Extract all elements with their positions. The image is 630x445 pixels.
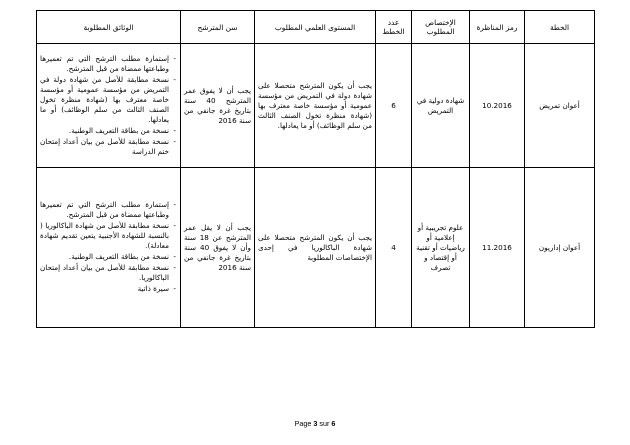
cell-count: 6 xyxy=(376,44,412,168)
cell-documents xyxy=(37,44,181,168)
header-education-level: المستوى العلمي المطلوب xyxy=(255,11,376,44)
cell-count: 4 xyxy=(376,168,412,328)
cell-plan: أعوان إداريون xyxy=(525,168,595,328)
list-item: - نسخة من بطاقة التعريف الوطنية. xyxy=(40,126,169,136)
header-age: سن المترشح xyxy=(181,11,255,44)
cell-documents xyxy=(37,168,181,328)
header-plan-count: عدد الخطط xyxy=(376,11,412,44)
header-documents: الوثائق المطلوبة xyxy=(37,11,181,44)
table-row xyxy=(37,44,595,168)
cell-code: 10.2016 xyxy=(470,44,525,168)
list-item: - نسخة مطابقة للأصل من شهادة دولة في التمريض من مؤسسة عمومية أو مؤسسة خاصة معترف بها (شهادة منظرة تخول الصنف الثالث من سلم الوظائف) أو ما يعادلها. xyxy=(40,75,169,125)
footer-page-label: Page xyxy=(294,419,314,428)
cell-specialization: علوم تجريبية أو إعلامية أو رياضيات أو تقنية أو إقتصاد و تصرف xyxy=(412,168,470,328)
cell-education: يجب أن يكون المترشح متحصلا على شهادة دولة في التمريض من مؤسسة عمومية أو مؤسسة خاصة معترف بها (شهادة منظرة تخول الصنف الثالث من سلم الوظائف) أو ما يعادلها. xyxy=(255,44,376,168)
list-item: - إستمارة مطلب الترشح التي تم تعميرها وطباعتها ممضاة من قبل المترشح. xyxy=(40,200,169,220)
header-plan: الخطة xyxy=(525,11,595,44)
list-item: - نسخة مطابقة للأصل من بيان أعداد إمتحان الباكالوريا. xyxy=(40,263,169,283)
list-item: - سيرة ذاتية xyxy=(40,284,169,294)
cell-plan: أعوان تمريض xyxy=(525,44,595,168)
header-contest-code: رمز المناظرة xyxy=(470,11,525,44)
cell-age: يجب أن لا يقل عمر المترشح عن 18 سنة وأن لا يفوق 40 سنة بتاريخ غرة جانفي من سنة 2016 xyxy=(181,168,255,328)
header-specialization: الإختصاص المطلوب xyxy=(412,11,470,44)
list-item: - نسخة من بطاقة التعريف الوطنية. xyxy=(40,252,169,262)
footer-sur-label: sur xyxy=(317,419,332,428)
job-plans-table xyxy=(36,10,595,328)
cell-education: يجب أن يكون المترشح متحصلا على شهادة الباكالوريا في إحدى الإختصاصات المطلوبة xyxy=(255,168,376,328)
list-item: - إستمارة مطلب الترشح التي تم تعميرها وطباعتها ممضاة من قبل المترشح. xyxy=(40,54,169,74)
footer-total-pages: 6 xyxy=(331,419,336,428)
cell-code: 11.2016 xyxy=(470,168,525,328)
footer-current-page: 3 xyxy=(313,419,318,428)
table-row xyxy=(37,168,595,328)
table-header-row xyxy=(37,11,595,44)
cell-specialization: شهادة دولية في التمريض xyxy=(412,44,470,168)
documents-list xyxy=(40,200,177,294)
cell-age: يجب أن لا يفوق عمر المترشح 40 سنة بتاريخ غرة جانفي من سنة 2016 xyxy=(181,44,255,168)
list-item: - نسخة مطابقة للأصل من بيان أعداد إمتحان ختم الدراسة xyxy=(40,137,169,157)
documents-list xyxy=(40,54,177,157)
list-item: - نسخة مطابقة للأصل من شهادة الباكالوريا ( بالنسبة للشهادة الأجنبية يتعين تقديم شهادة معادلة). xyxy=(40,221,169,251)
page-footer xyxy=(0,419,630,428)
